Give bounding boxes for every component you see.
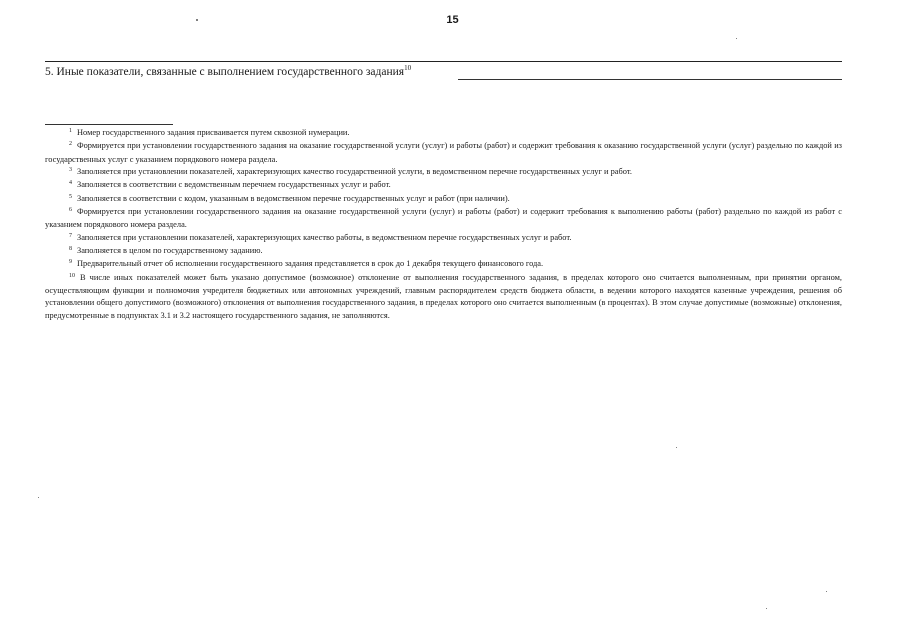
footnote-text: Номер государственного задания присваивается путем сквозной нумерации.: [77, 128, 350, 137]
section-heading: [45, 66, 411, 78]
footnote: [45, 245, 842, 258]
scan-speck: [38, 497, 39, 498]
footnote-text: Заполняется в соответствии с кодом, указанным в ведомственном перечне государственных услуг и работ (при наличии).: [77, 193, 510, 203]
scan-speck: [676, 447, 677, 448]
footnote-text: Заполняется при установлении показателей, характеризующих качество государственной услуги, в ведомственном перечне государственных услуг и работ.: [77, 167, 632, 177]
footnote: [45, 272, 842, 322]
footnote-text: Формируется при установлении государственного задания на оказание государственной услуги (услуг) и работы (работ) и содержит требования к выполнению работы (работ) раздельно по каждой из работ с указанием порядкового номера раздела.: [45, 207, 842, 230]
footnote: [45, 193, 842, 206]
footnote-mark: 7: [69, 232, 72, 239]
footnote: [45, 166, 842, 179]
scan-speck: [766, 608, 767, 609]
footnote-mark: 10: [69, 272, 75, 279]
footnote-text: В числе иных показателей может быть указано допустимое (возможное) отклонение от выполнения государственного задания, в пределах которого оно считается выполненным, при принятии органом, осуществляющим функции и полномочия учредителя бюджетных или автономных учреждений, главным распорядителем средств бюджета области, в ведении которого находятся казенные учреждения, решения об установлении общего допустимого (возможного) отклонения от выполнения государственного задания, в пределах которого оно считается выполненным (в процентах). В этом случае допустимые (возможные) отклонения, предусмотренные в подпунктах 3.1 и 3.2 настоящего государственного задания, не заполняются.: [45, 272, 842, 320]
footnote-text: Заполняется в целом по государственному заданию.: [77, 246, 263, 256]
section-heading-footnote-ref: 10: [404, 64, 412, 72]
top-rule: [45, 61, 842, 62]
footnote-mark: 1: [69, 128, 72, 134]
footnote-mark: 5: [69, 193, 72, 200]
footnote-text: Заполняется при установлении показателей, характеризующих качество работы, в ведомственном перечне государственных услуг и работ.: [77, 232, 572, 242]
footnote-mark: 2: [69, 141, 72, 148]
footnotes-block: [45, 127, 842, 322]
page-number: 15: [446, 14, 459, 26]
footnote: [45, 127, 842, 140]
footnote: [45, 258, 842, 271]
footnote: [45, 179, 842, 192]
footnote-text: Формируется при установлении государственного задания на оказание государственной услуги (услуг) и работы (работ) и содержит требования к оказанию государственной услуги (услуг) раздельно по каждой из государственных услуг с указанием порядкового номера раздела.: [45, 141, 842, 164]
footnote-text: Заполняется в соответствии с ведомственным перечнем государственных услуг и работ.: [77, 180, 391, 190]
footnote: [45, 206, 842, 232]
footnote-mark: 8: [69, 246, 72, 253]
footnote-mark: 9: [69, 259, 72, 266]
footnote: [45, 232, 842, 245]
scan-speck: [826, 591, 827, 592]
footnote-separator: [45, 124, 173, 125]
scan-speck: [736, 38, 737, 39]
footnote-mark: 3: [69, 167, 72, 174]
footnote: [45, 140, 842, 166]
section-heading-text: 5. Иные показатели, связанные с выполнением государственного задания: [45, 66, 405, 78]
footnote-mark: 4: [69, 180, 72, 187]
heading-fill-line: [458, 79, 842, 80]
scan-speck: [196, 19, 198, 21]
footnote-text: Предварительный отчет об исполнении государственного задания представляется в срок до 1 декабря текущего финансового года.: [77, 259, 544, 269]
footnote-mark: 6: [69, 207, 72, 214]
